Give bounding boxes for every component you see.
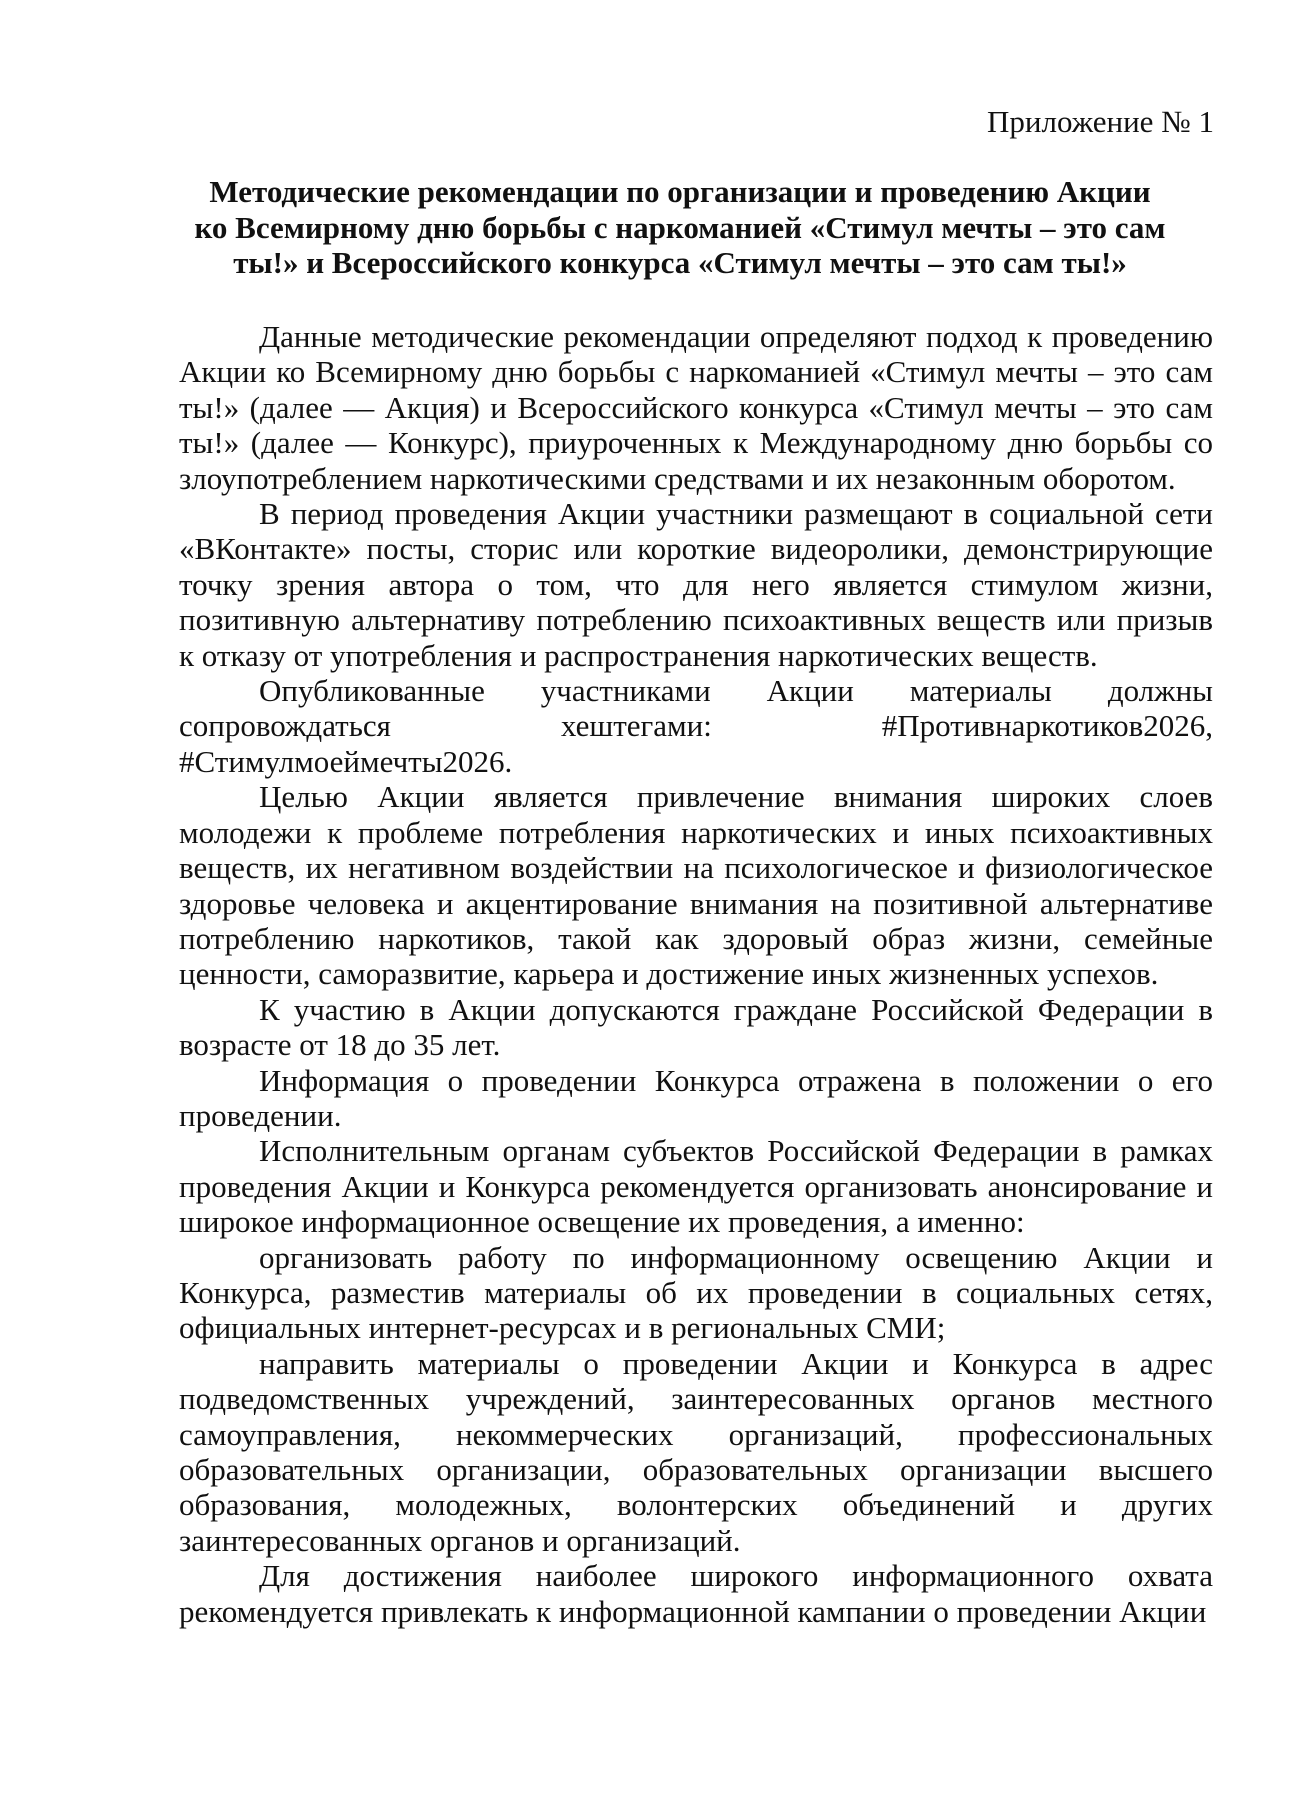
paragraph-recommendations: Исполнительным органам субъектов Российской Федерации в рамках проведения Акции и Конкурса рекомендуется организовать анонсирование и широкое информационное освещение их проведения, а именно: — [179, 1133, 1213, 1240]
paragraph-item-media: организовать работу по информационному освещению Акции и Конкурса, разместив материалы об их проведении в социальных сетях, официальных интернет-ресурсах и в региональных СМИ; — [179, 1239, 1213, 1346]
title-line: Методические рекомендации по организации и проведению Акции — [209, 174, 1151, 209]
paragraph-eligibility: К участию в Акции допускаются граждане Российской Федерации в возрасте от 18 до 35 лет. — [179, 991, 1213, 1063]
title-line: ко Всемирному дню борьбы с наркоманией «Стимул мечты – это сам — [194, 209, 1166, 245]
paragraph-item-distribution: направить материалы о проведении Акции и Конкурса в адрес подведомственных учреждений, заинтересованных органов местного самоуправления, некоммерческих организаций, профессиональных образовательных организации, образовательных организации высшего образования, молодежных, волонтерских объединений и других заинтересованных органов и организаций. — [179, 1345, 1213, 1558]
paragraph-hashtags: Опубликованные участниками Акции материалы должны сопровождаться хештегами: #Противнаркотиков2026, #Стимулмоеймечты2026. — [179, 673, 1213, 779]
paragraph-contest-info: Информация о проведении Конкурса отражена в положении о его проведении. — [179, 1062, 1213, 1133]
paragraph-goal: Целью Акции является привлечение внимания широких слоев молодежи к проблеме потребления наркотических и иных психоактивных веществ, их негативном воздействии на психологическое и физиологическое здоровье человека и акцентирование внимания на позитивной альтернативе потреблению наркотиков, такой как здоровый образ жизни, семейные ценности, саморазвитие, карьера и достижение иных жизненных успехов. — [179, 779, 1213, 992]
appendix-label: Приложение № 1 — [987, 104, 1214, 139]
document-title — [180, 174, 1180, 281]
title-line: ты!» и Всероссийского конкурса «Стимул мечты – это сам ты!» — [233, 245, 1127, 280]
document-body — [179, 319, 1213, 1629]
paragraph-intro: Данные методические рекомендации определяют подход к проведению Акции ко Всемирному дню борьбы с наркоманией «Стимул мечты – это сам ты!» (далее — Акция) и Всероссийского конкурса «Стимул мечты – это сам ты!» (далее — Конкурс), приуроченных к Международному дню борьбы со злоупотреблением наркотическими средствами и их незаконным оборотом. — [179, 319, 1213, 496]
paragraph-coverage: Для достижения наиболее широкого информационного охвата рекомендуется привлекать к информационной кампании о проведении Акции — [179, 1558, 1213, 1629]
paragraph-participants: В период проведения Акции участники размещают в социальной сети «ВКонтакте» посты, сторис или короткие видеоролики, демонстрирующие точку зрения автора о том, что для него является стимулом жизни, позитивную альтернативу потреблению психоактивных веществ или призыв к отказу от употребления и распространения наркотических веществ. — [179, 496, 1213, 673]
